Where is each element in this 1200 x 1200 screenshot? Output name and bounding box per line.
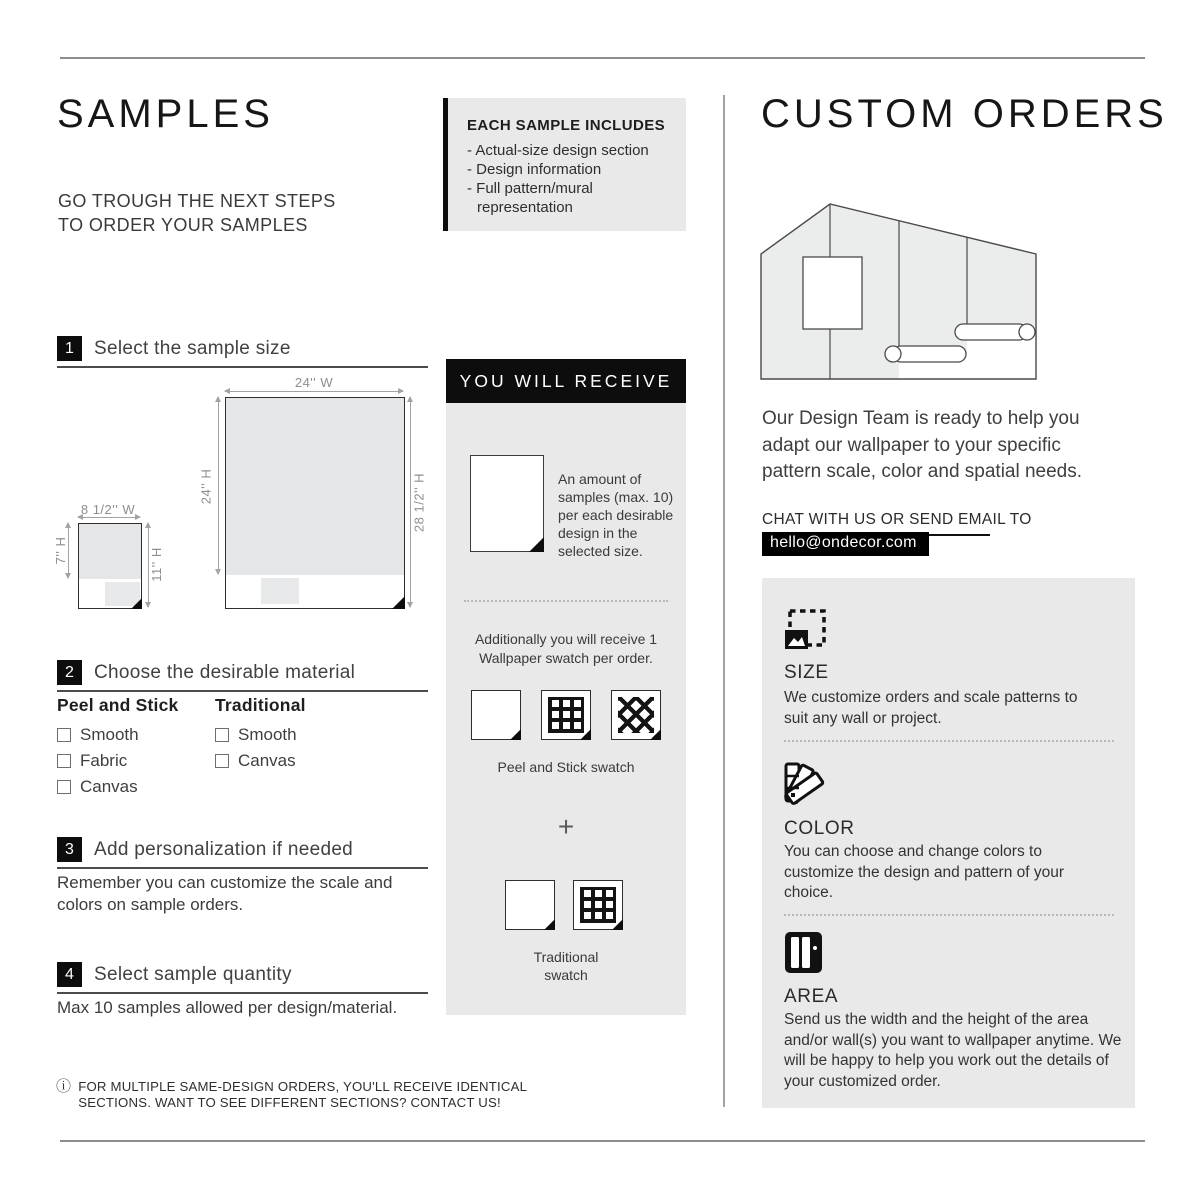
- checkbox-icon[interactable]: [57, 754, 71, 768]
- step-1-header: 1 Select the sample size: [57, 336, 428, 368]
- column-divider: [723, 95, 725, 1107]
- wallpapered-wall-illustration: [760, 196, 1040, 386]
- feature-area-text: Send us the width and the height of the area and/or wall(s) you want to wallpaper anytime. We will be happy to help you work out the details of your customized order.: [784, 1011, 1122, 1090]
- checkbox-icon[interactable]: [57, 780, 71, 794]
- custom-orders-intro: Our Design Team is ready to help you adapt our wallpaper to your specific pattern scale, color and spatial needs.: [762, 408, 1083, 482]
- folded-corner-icon: [392, 596, 405, 609]
- design-section-large: [226, 398, 404, 575]
- folded-corner-icon: [510, 729, 521, 740]
- folded-corner-icon: [612, 919, 623, 930]
- custom-features-panel: [762, 578, 1135, 1108]
- dim-large-width: 24'' W: [294, 375, 334, 390]
- material-column-traditional: Traditional Smooth Canvas: [215, 695, 306, 770]
- top-rule: [60, 57, 1145, 59]
- area-wall-panels-icon: [783, 930, 825, 976]
- samples-title: SAMPLES: [57, 92, 274, 136]
- option-trad-canvas[interactable]: Canvas: [215, 751, 306, 771]
- folded-corner-icon: [580, 729, 591, 740]
- swatch-plain-icon: [505, 880, 555, 930]
- dotted-divider: [464, 600, 668, 602]
- checkbox-icon[interactable]: [57, 728, 71, 742]
- folded-corner-icon: [650, 729, 661, 740]
- folded-corner-icon: [529, 537, 544, 552]
- sample-size-large: [225, 397, 405, 609]
- option-trad-smooth[interactable]: Smooth: [215, 725, 306, 745]
- dotted-divider: [784, 914, 1114, 916]
- includes-item: - Actual-size design section: [467, 141, 674, 160]
- dim-arrow: [410, 397, 411, 607]
- material-column-peel-and-stick: Peel and Stick Smooth Fabric Canvas: [57, 695, 179, 796]
- swatch-grid-icon: [573, 880, 623, 930]
- step-3-number: 3: [57, 837, 82, 862]
- dim-arrow: [68, 523, 69, 578]
- step-3-text: Remember you can customize the scale and colors on sample orders.: [57, 873, 393, 914]
- receive-text: An amount of samples (max. 10) per each desirable design in the selected size.: [558, 471, 674, 559]
- step-2-number: 2: [57, 660, 82, 685]
- dim-small-outer-height: 11'' H: [149, 547, 164, 582]
- step-3-header: 3 Add personalization if needed: [57, 837, 428, 869]
- dotted-divider: [784, 740, 1114, 742]
- step-1-number: 1: [57, 336, 82, 361]
- bottom-rule: [60, 1140, 1145, 1142]
- option-peel-fabric[interactable]: Fabric: [57, 751, 178, 771]
- includes-item: - Full pattern/mural representation: [467, 179, 674, 217]
- info-icon: ⓘ: [56, 1078, 72, 1095]
- feature-size-name: SIZE: [784, 662, 829, 683]
- you-will-receive-panel: [446, 403, 686, 1015]
- footnote: ⓘ FOR MULTIPLE SAME-DESIGN ORDERS, YOU'LL RECEIVE IDENTICAL SECTIONS. WANT TO SEE DIFFERENT SECTIONS? CONTACT US!: [56, 1078, 528, 1110]
- dim-large-inner-height: 24'' H: [198, 468, 214, 505]
- step-2-header: 2 Choose the desirable material: [57, 660, 428, 692]
- dim-arrow: [78, 517, 140, 518]
- mini-preview-large: [261, 578, 299, 604]
- dim-large-outer-height: 28 1/2'' H: [411, 472, 427, 533]
- folded-corner-icon: [544, 919, 555, 930]
- step-4-number: 4: [57, 962, 82, 987]
- peel-swatch-label: Peel and Stick swatch: [497, 759, 635, 775]
- plus-icon: +: [557, 811, 575, 842]
- feature-color-text: You can choose and change colors to customize the design and pattern of your choice.: [784, 843, 1065, 901]
- dim-small-width: 8 1/2'' W: [80, 502, 136, 517]
- option-peel-canvas[interactable]: Canvas: [57, 777, 178, 797]
- color-swatch-fan-icon: [783, 761, 827, 805]
- custom-orders-title: CUSTOM ORDERS: [761, 92, 1168, 136]
- size-image-icon: [782, 608, 828, 654]
- dim-arrow: [225, 391, 403, 392]
- each-sample-includes-box: [443, 98, 686, 231]
- you-will-receive-header: YOU WILL RECEIVE: [446, 359, 686, 403]
- sample-sheet-icon: [470, 455, 544, 552]
- checkbox-icon[interactable]: [215, 728, 229, 742]
- swatch-grid-icon: [541, 690, 591, 740]
- dim-arrow: [218, 397, 219, 574]
- option-peel-smooth[interactable]: Smooth: [57, 725, 178, 745]
- feature-area-name: AREA: [784, 986, 839, 1007]
- email-link[interactable]: hello@ondecor.com: [762, 532, 929, 556]
- additional-text: Additionally you will receive 1 Wallpaper swatch per order.: [474, 631, 658, 666]
- includes-title: EACH SAMPLE INCLUDES: [467, 117, 666, 134]
- feature-color-name: COLOR: [784, 818, 855, 839]
- step-4-header: 4 Select sample quantity: [57, 962, 428, 994]
- includes-item: - Design information: [467, 160, 674, 179]
- design-section-small: [79, 524, 141, 579]
- folded-corner-icon: [131, 598, 142, 609]
- traditional-swatch-label: Traditional swatch: [533, 949, 599, 983]
- chat-label: CHAT WITH US OR SEND EMAIL TO: [762, 511, 990, 536]
- swatch-plain-icon: [471, 690, 521, 740]
- sample-size-small: [78, 523, 142, 609]
- checkbox-icon[interactable]: [215, 754, 229, 768]
- feature-size-text: We customize orders and scale patterns to suit any wall or project.: [784, 689, 1078, 727]
- dim-arrow: [148, 523, 149, 607]
- samples-subtitle: GO TROUGH THE NEXT STEPS TO ORDER YOUR SAMPLES: [58, 191, 336, 235]
- dim-small-inner-height: 7'' H: [53, 536, 68, 565]
- step-4-text: Max 10 samples allowed per design/material.: [57, 998, 398, 1017]
- swatch-crosshatch-icon: [611, 690, 661, 740]
